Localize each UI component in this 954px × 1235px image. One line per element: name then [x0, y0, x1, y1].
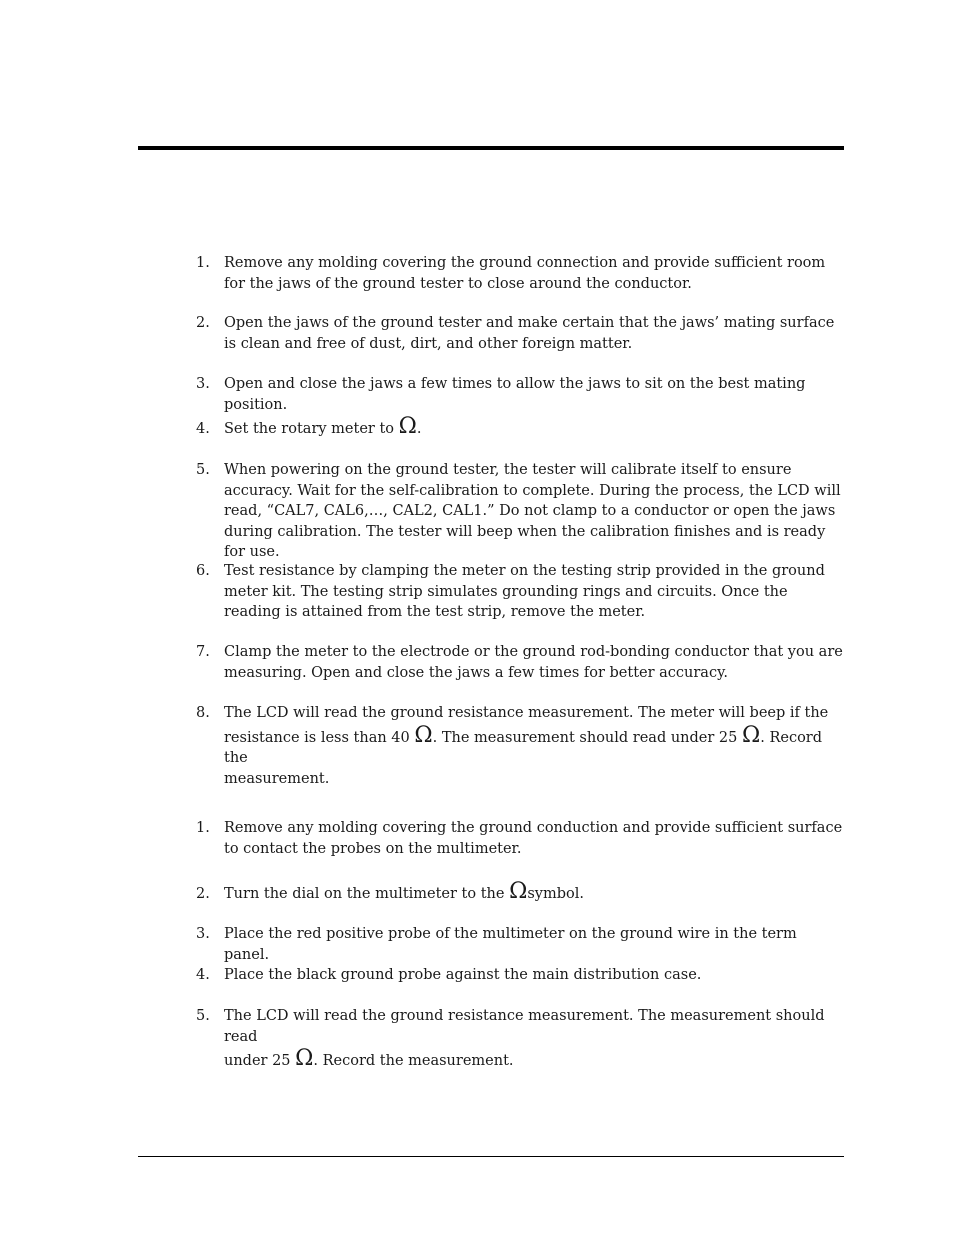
step-text-part: measurement. — [224, 770, 330, 787]
step-text-part: The LCD will read the ground resistance measurement. The meter will beep if the — [224, 705, 829, 721]
step-text-part: Set the rotary meter to — [224, 421, 399, 437]
step-number: 1. — [196, 255, 210, 271]
step-text: Remove any molding covering the ground conduction and provide sufficient surface to contact the probes on the multimeter. — [224, 820, 843, 857]
step-number: 4. — [196, 967, 210, 983]
step-number: 5. — [196, 462, 210, 478]
ohm-symbol-icon: Ω — [414, 722, 433, 748]
step-text: Place the red positive probe of the multimeter on the ground wire in the term panel. — [224, 926, 797, 963]
step-text: Test resistance by clamping the meter on the testing strip provided in the ground meter kit. The testing strip simulates grounding rings and circuits. Once the reading is attained from the test strip, remove the meter. — [224, 563, 825, 620]
step-number: 2. — [196, 886, 210, 902]
step-text-part: The LCD will read the ground resistance measurement. The measurement should read — [224, 1008, 825, 1045]
step-text: Place the black ground probe against the main distribution case. — [224, 967, 702, 983]
step-text-part: . — [416, 421, 422, 437]
step-text — [224, 879, 844, 905]
step-text: Open the jaws of the ground tester and make certain that the jaws’ mating surface is clean and free of dust, dirt, and other foreign matter. — [224, 315, 835, 352]
step-text — [224, 1006, 844, 1072]
step-text-line — [224, 1046, 844, 1072]
step-text-part: . Record the — [224, 729, 823, 766]
ohm-symbol-icon: Ω — [398, 414, 417, 439]
step-text-part: resistance is less than 40 — [224, 729, 415, 746]
step-text-part: symbol. — [527, 886, 584, 902]
step-number: 7. — [196, 644, 210, 660]
step-text-line — [224, 722, 844, 769]
step-number: 5. — [196, 1008, 210, 1024]
step-text-part: . Record the measurement. — [313, 1053, 514, 1069]
footer-rule — [138, 1156, 844, 1157]
step-number: 6. — [196, 563, 210, 579]
step-number: 3. — [196, 926, 210, 942]
step-number: 3. — [196, 376, 210, 392]
step-number: 1. — [196, 820, 210, 836]
ohm-symbol-icon: Ω — [295, 1046, 314, 1071]
step-number: 4. — [196, 421, 210, 437]
step-text — [224, 414, 844, 440]
ohm-symbol-icon: Ω — [509, 879, 528, 904]
step-text-part: under 25 — [224, 1053, 296, 1069]
ohm-symbol-icon: Ω — [741, 722, 761, 748]
step-text-part: . The measurement should read under 25 — [432, 729, 742, 746]
step-text: Clamp the meter to the electrode or the ground rod-bonding conductor that you are measuring. Open and close the jaws a few times for better accuracy. — [224, 644, 843, 681]
step-text-part: Turn the dial on the multimeter to the — [224, 886, 510, 902]
step-text: Open and close the jaws a few times to allow the jaws to sit on the best mating position. — [224, 376, 806, 413]
step-number: 2. — [196, 315, 210, 331]
step-text: When powering on the ground tester, the tester will calibrate itself to ensure accuracy. Wait for the self-calibration to complete. During the process, the LCD will read, “CAL7, CAL6,…, CAL2, CAL1.” Do not clamp to a conductor or open the jaws during calibration. The tester will beep when the calibration finishes and is ready for use. — [224, 462, 841, 560]
header-rule — [138, 146, 844, 150]
step-number: 8. — [196, 705, 210, 721]
step-text: Remove any molding covering the ground connection and provide sufficient room for the jaws of the ground tester to close around the conductor. — [224, 255, 826, 292]
step-text — [224, 703, 844, 789]
